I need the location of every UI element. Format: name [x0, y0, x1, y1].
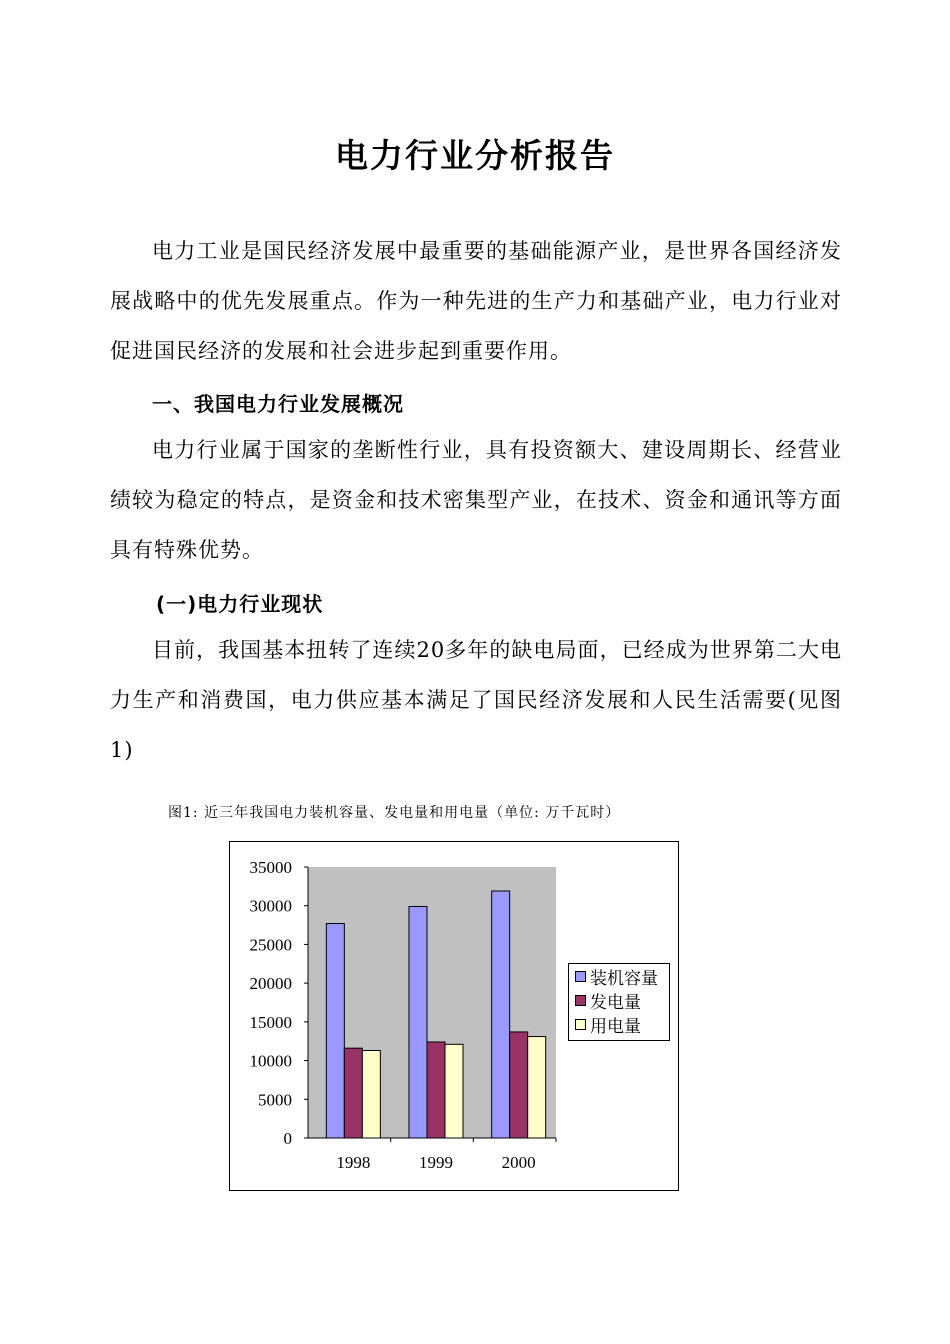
bar-1999-1 — [427, 1042, 445, 1138]
y-tick-label: 0 — [283, 1129, 292, 1148]
legend-label: 装机容量 — [590, 968, 658, 989]
legend-label: 发电量 — [590, 992, 641, 1013]
y-tick-label: 35000 — [249, 858, 292, 877]
legend-label: 用电量 — [590, 1016, 641, 1037]
bar-1998-1 — [344, 1048, 362, 1138]
y-tick-label: 10000 — [249, 1051, 292, 1071]
bar-1998-2 — [362, 1051, 380, 1138]
figure-caption: 图1: 近三年我国电力装机容量、发电量和用电量（单位: 万千瓦时） — [168, 805, 621, 821]
chart-legend — [568, 963, 670, 1041]
x-tick-label: 2000 — [501, 1153, 536, 1172]
bar-2000-2 — [528, 1037, 546, 1138]
section-paragraph: 电力行业属于国家的垄断性行业，具有投资额大、建设周期长、经营业绩较为稳定的特点，是资金和技术密集型产业，在技术、资金和通讯等方面具有特殊优势。 — [110, 438, 842, 562]
legend-item — [569, 1012, 669, 1036]
legend-swatch — [575, 971, 586, 982]
legend-item — [569, 964, 669, 988]
bar-2000-1 — [510, 1032, 528, 1138]
bar-2000-0 — [492, 891, 510, 1138]
subsection-paragraph: 目前，我国基本扭转了连续20多年的缺电局面，已经成为世界第二大电力生产和消费国，电力供应基本满足了国民经济发展和人民生活需要(见图1) — [110, 638, 842, 762]
bar-1999-0 — [409, 906, 427, 1138]
x-tick-label: 1999 — [419, 1153, 453, 1172]
subsection-heading: (一)电力行业现状 — [156, 592, 324, 616]
bar-chart — [229, 841, 679, 1191]
x-tick-label: 1998 — [336, 1153, 371, 1172]
y-tick-label: 15000 — [249, 1012, 292, 1032]
intro-paragraph: 电力工业是国民经济发展中最重要的基础能源产业，是世界各国经济发展战略中的优先发展重点。作为一种先进的生产力和基础产业，电力行业对促进国民经济的发展和社会进步起到重要作用。 — [110, 239, 842, 363]
legend-swatch — [575, 1019, 586, 1030]
section-heading: 一、我国电力行业发展概况 — [152, 392, 404, 416]
y-tick-label: 20000 — [249, 974, 292, 994]
document-title: 电力行业分析报告 — [335, 136, 615, 175]
y-tick-label: 5000 — [258, 1090, 292, 1110]
y-tick-label: 25000 — [249, 935, 292, 955]
legend-swatch — [575, 995, 586, 1006]
bar-1999-2 — [445, 1044, 463, 1138]
legend-item — [569, 988, 669, 1012]
y-tick-label: 30000 — [249, 896, 292, 916]
bar-1998-0 — [326, 924, 344, 1138]
